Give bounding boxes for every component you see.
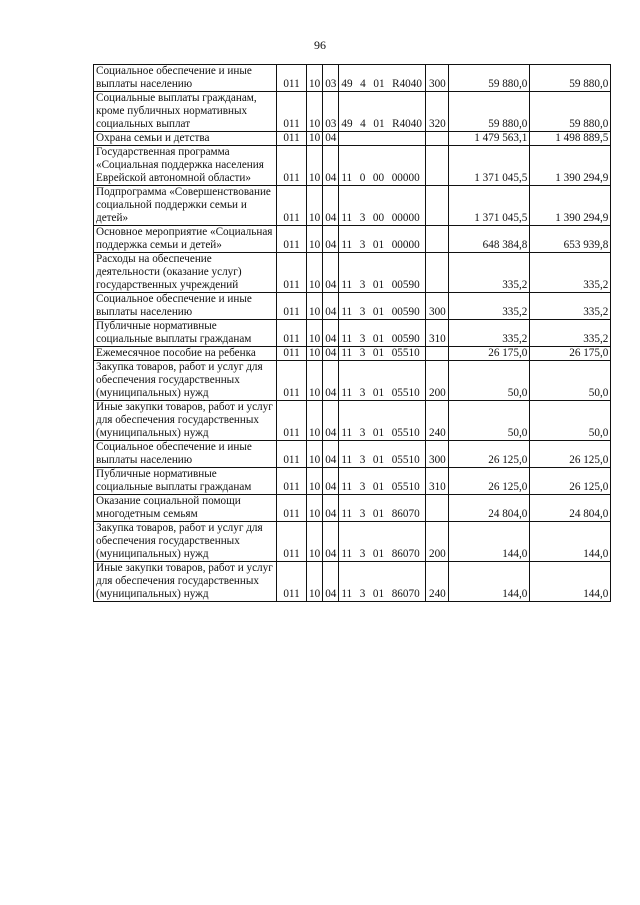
grbs-code: 011: [277, 92, 307, 132]
row-name: Основное мероприятие «Социальная поддержка семьи и детей»: [94, 226, 277, 253]
grbs-code: 011: [277, 495, 307, 522]
subsection-code: 04: [323, 562, 339, 602]
row-name: Расходы на обеспечение деятельности (оказание услуг) государственных учреждений: [94, 253, 277, 293]
row-name: Оказание социальной помощи многодетным семьям: [94, 495, 277, 522]
amount-year-1: 335,2: [449, 320, 530, 347]
amount-year-2: 1 390 294,9: [530, 186, 611, 226]
section-code: 10: [307, 253, 323, 293]
subsection-code: 04: [323, 401, 339, 441]
row-name: Ежемесячное пособие на ребенка: [94, 347, 277, 361]
section-code: 10: [307, 132, 323, 146]
table-row: [94, 65, 611, 92]
target-article-code: 11 3 01 05510: [339, 401, 426, 441]
row-name: Социальное обеспечение и иные выплаты населению: [94, 441, 277, 468]
amount-year-1: 50,0: [449, 401, 530, 441]
budget-table: [93, 64, 611, 602]
grbs-code: 011: [277, 347, 307, 361]
section-code: 10: [307, 186, 323, 226]
amount-year-1: 1 371 045,5: [449, 186, 530, 226]
grbs-code: 011: [277, 253, 307, 293]
amount-year-1: 26 175,0: [449, 347, 530, 361]
table-row: [94, 226, 611, 253]
expense-type-code: 200: [426, 361, 449, 401]
amount-year-1: 50,0: [449, 361, 530, 401]
amount-year-2: 26 125,0: [530, 468, 611, 495]
amount-year-1: 24 804,0: [449, 495, 530, 522]
target-article-code: 11 3 01 05510: [339, 468, 426, 495]
grbs-code: 011: [277, 361, 307, 401]
section-code: 10: [307, 320, 323, 347]
amount-year-1: 26 125,0: [449, 441, 530, 468]
row-name: Иные закупки товаров, работ и услуг для обеспечения государственных (муниципальных) нужд: [94, 562, 277, 602]
row-name: Публичные нормативные социальные выплаты гражданам: [94, 320, 277, 347]
grbs-code: 011: [277, 65, 307, 92]
table-row: [94, 132, 611, 146]
row-name: Охрана семьи и детства: [94, 132, 277, 146]
subsection-code: 04: [323, 226, 339, 253]
subsection-code: 04: [323, 132, 339, 146]
target-article-code: 11 3 01 00590: [339, 320, 426, 347]
grbs-code: 011: [277, 132, 307, 146]
target-article-code: [339, 132, 426, 146]
table-row: [94, 253, 611, 293]
row-name: Публичные нормативные социальные выплаты гражданам: [94, 468, 277, 495]
section-code: 10: [307, 361, 323, 401]
table-row: [94, 495, 611, 522]
subsection-code: 04: [323, 441, 339, 468]
subsection-code: 04: [323, 253, 339, 293]
subsection-code: 04: [323, 320, 339, 347]
grbs-code: 011: [277, 320, 307, 347]
target-article-code: 11 3 00 00000: [339, 186, 426, 226]
section-code: 10: [307, 65, 323, 92]
table-row: [94, 522, 611, 562]
grbs-code: 011: [277, 562, 307, 602]
amount-year-1: 1 371 045,5: [449, 146, 530, 186]
expense-type-code: 300: [426, 441, 449, 468]
amount-year-2: 1 390 294,9: [530, 146, 611, 186]
section-code: 10: [307, 441, 323, 468]
subsection-code: 03: [323, 92, 339, 132]
expense-type-code: 200: [426, 522, 449, 562]
row-name: Иные закупки товаров, работ и услуг для обеспечения государственных (муниципальных) нужд: [94, 401, 277, 441]
expense-type-code: 240: [426, 401, 449, 441]
row-name: Социальное обеспечение и иные выплаты населению: [94, 293, 277, 320]
amount-year-2: 144,0: [530, 562, 611, 602]
section-code: 10: [307, 226, 323, 253]
expense-type-code: 300: [426, 293, 449, 320]
amount-year-2: 335,2: [530, 293, 611, 320]
section-code: 10: [307, 522, 323, 562]
subsection-code: 03: [323, 65, 339, 92]
subsection-code: 04: [323, 293, 339, 320]
expense-type-code: 240: [426, 562, 449, 602]
amount-year-2: 50,0: [530, 401, 611, 441]
target-article-code: 11 3 01 86070: [339, 562, 426, 602]
table-row: [94, 186, 611, 226]
expense-type-code: [426, 146, 449, 186]
table-row: [94, 401, 611, 441]
table-row: [94, 347, 611, 361]
section-code: 10: [307, 347, 323, 361]
expense-type-code: [426, 226, 449, 253]
table-row: [94, 92, 611, 132]
amount-year-1: 26 125,0: [449, 468, 530, 495]
table-row: [94, 562, 611, 602]
amount-year-1: 144,0: [449, 522, 530, 562]
grbs-code: 011: [277, 522, 307, 562]
amount-year-2: 24 804,0: [530, 495, 611, 522]
row-name: Закупка товаров, работ и услуг для обеспечения государственных (муниципальных) нужд: [94, 522, 277, 562]
amount-year-2: 26 175,0: [530, 347, 611, 361]
target-article-code: 11 3 01 86070: [339, 495, 426, 522]
expense-type-code: [426, 186, 449, 226]
grbs-code: 011: [277, 401, 307, 441]
amount-year-1: 144,0: [449, 562, 530, 602]
amount-year-2: 144,0: [530, 522, 611, 562]
section-code: 10: [307, 562, 323, 602]
target-article-code: 11 3 01 05510: [339, 441, 426, 468]
expense-type-code: [426, 347, 449, 361]
amount-year-1: 1 479 563,1: [449, 132, 530, 146]
row-name: Государственная программа «Социальная поддержка населения Еврейской автономной области»: [94, 146, 277, 186]
target-article-code: 11 3 01 05510: [339, 361, 426, 401]
table-row: [94, 320, 611, 347]
target-article-code: 11 0 00 00000: [339, 146, 426, 186]
subsection-code: 04: [323, 522, 339, 562]
target-article-code: 49 4 01 R4040: [339, 92, 426, 132]
grbs-code: 011: [277, 226, 307, 253]
amount-year-1: 335,2: [449, 293, 530, 320]
subsection-code: 04: [323, 468, 339, 495]
table-row: [94, 361, 611, 401]
target-article-code: 11 3 01 00590: [339, 293, 426, 320]
row-name: Подпрограмма «Совершенствование социальной поддержки семьи и детей»: [94, 186, 277, 226]
target-article-code: 11 3 01 05510: [339, 347, 426, 361]
row-name: Социальные выплаты гражданам, кроме публичных нормативных социальных выплат: [94, 92, 277, 132]
section-code: 10: [307, 293, 323, 320]
amount-year-1: 335,2: [449, 253, 530, 293]
table-row: [94, 146, 611, 186]
expense-type-code: [426, 495, 449, 522]
amount-year-1: 59 880,0: [449, 92, 530, 132]
amount-year-1: 648 384,8: [449, 226, 530, 253]
grbs-code: 011: [277, 186, 307, 226]
amount-year-2: 59 880,0: [530, 92, 611, 132]
amount-year-2: 50,0: [530, 361, 611, 401]
amount-year-2: 26 125,0: [530, 441, 611, 468]
amount-year-2: 653 939,8: [530, 226, 611, 253]
section-code: 10: [307, 92, 323, 132]
grbs-code: 011: [277, 146, 307, 186]
grbs-code: 011: [277, 441, 307, 468]
grbs-code: 011: [277, 468, 307, 495]
row-name: Закупка товаров, работ и услуг для обеспечения государственных (муниципальных) нужд: [94, 361, 277, 401]
expense-type-code: 320: [426, 92, 449, 132]
amount-year-2: 335,2: [530, 253, 611, 293]
section-code: 10: [307, 146, 323, 186]
section-code: 10: [307, 495, 323, 522]
target-article-code: 11 3 01 86070: [339, 522, 426, 562]
row-name: Социальное обеспечение и иные выплаты населению: [94, 65, 277, 92]
expense-type-code: 300: [426, 65, 449, 92]
target-article-code: 49 4 01 R4040: [339, 65, 426, 92]
expense-type-code: 310: [426, 320, 449, 347]
expense-type-code: [426, 132, 449, 146]
subsection-code: 04: [323, 186, 339, 226]
section-code: 10: [307, 468, 323, 495]
table-row: [94, 441, 611, 468]
target-article-code: 11 3 01 00000: [339, 226, 426, 253]
target-article-code: 11 3 01 00590: [339, 253, 426, 293]
expense-type-code: [426, 253, 449, 293]
amount-year-2: 1 498 889,5: [530, 132, 611, 146]
amount-year-2: 59 880,0: [530, 65, 611, 92]
section-code: 10: [307, 401, 323, 441]
subsection-code: 04: [323, 146, 339, 186]
amount-year-1: 59 880,0: [449, 65, 530, 92]
grbs-code: 011: [277, 293, 307, 320]
expense-type-code: 310: [426, 468, 449, 495]
amount-year-2: 335,2: [530, 320, 611, 347]
subsection-code: 04: [323, 361, 339, 401]
subsection-code: 04: [323, 495, 339, 522]
subsection-code: 04: [323, 347, 339, 361]
page-number: 96: [314, 38, 326, 52]
table-row: [94, 468, 611, 495]
budget-table-body: [94, 65, 611, 602]
table-row: [94, 293, 611, 320]
